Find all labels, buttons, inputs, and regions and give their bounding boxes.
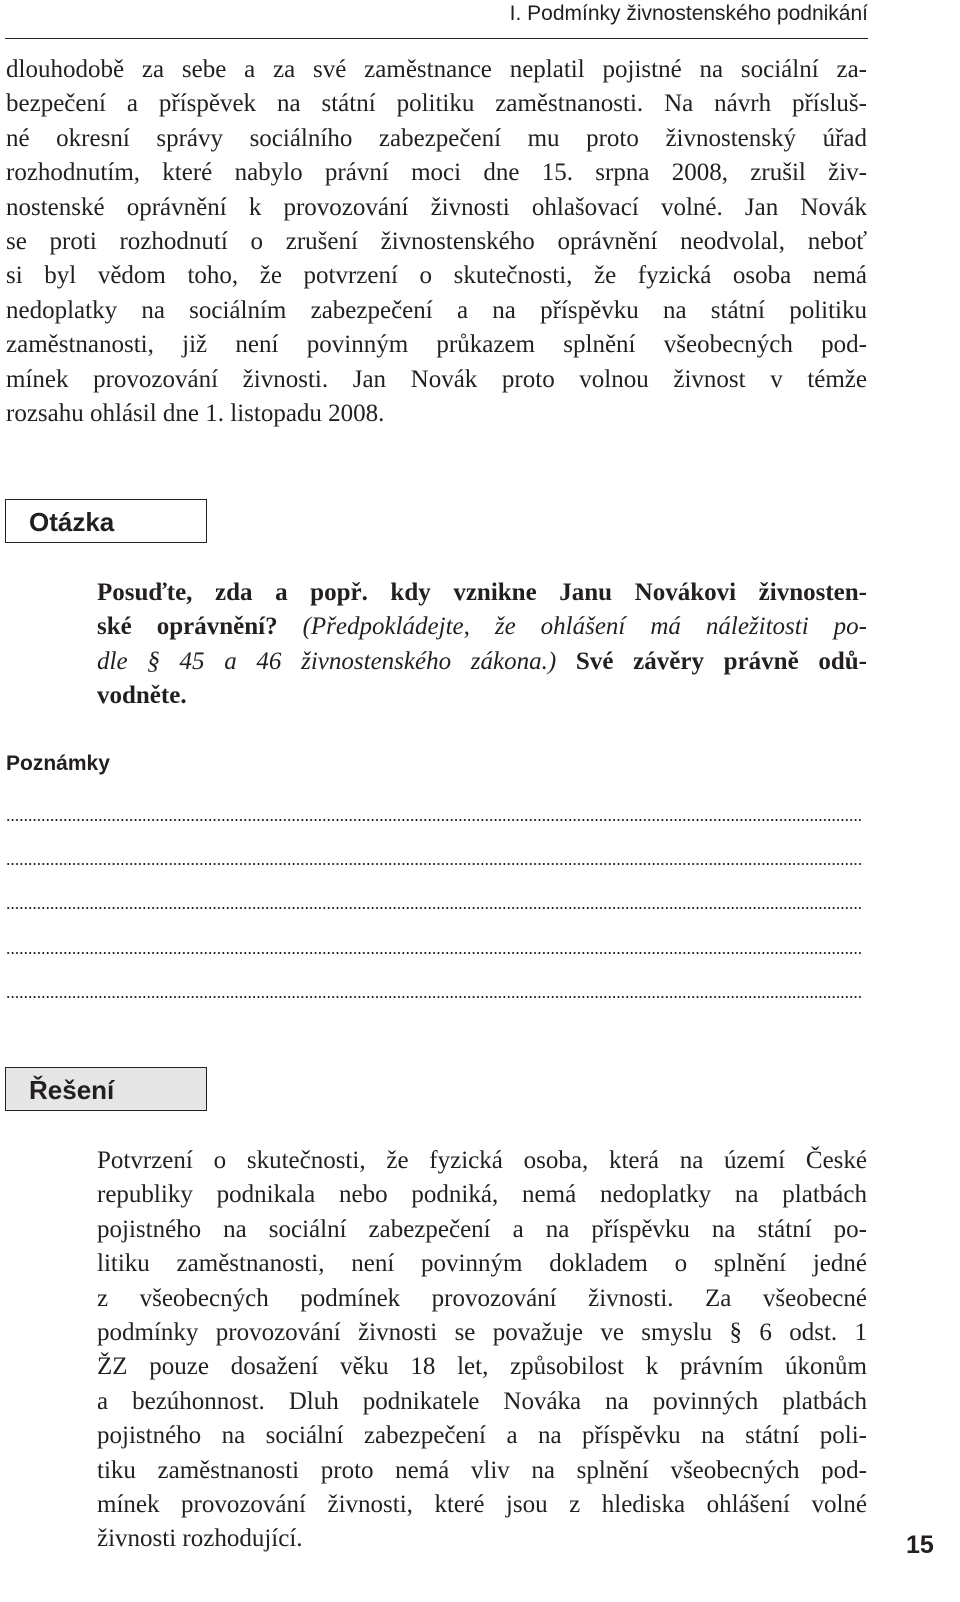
intro-line: nedoplatky na sociálním zabezpečení a na příspěvku na státní politiku — [6, 296, 867, 324]
intro-line: se proti rozhodnutí o zrušení živnostenského oprávnění neodvolal, neboť — [6, 228, 867, 256]
intro-paragraph — [6, 53, 867, 431]
solution-line: mínek provozování živnosti, které jsou z hlediska ohlášení volné — [97, 1491, 867, 1519]
question-line: Posuďte, zda a popř. kdy vznikne Janu Novákovi živnosten- — [97, 579, 867, 606]
notes-line[interactable] — [6, 952, 861, 954]
solution-line: z všeobecných podmínek provozování živnosti. Za všeobecné — [97, 1284, 867, 1312]
question-line — [97, 610, 867, 644]
question-line: vodněte. — [97, 682, 187, 710]
intro-line: né okresní správy sociálního zabezpečení mu proto živnostenský úřad — [6, 124, 867, 152]
solution-line: a bezúhonnost. Dluh podnikatele Nováka na povinných platbách — [97, 1387, 867, 1415]
solution-line: republiky podnikala nebo podniká, nemá nedoplatky na platbách — [97, 1181, 867, 1209]
intro-line: rozhodnutím, které nabylo právní moci dne 15. srpna 2008, zrušil živ- — [6, 159, 867, 187]
notes-line[interactable] — [6, 819, 861, 821]
solution-line: litiku zaměstnanosti, není povinným dokladem o splnění jedné — [97, 1250, 867, 1278]
question-text — [97, 576, 867, 714]
intro-line: dlouhodobě za sebe a za své zaměstnance neplatil pojistné na sociální za- — [6, 56, 867, 83]
solution-heading: Řešení — [5, 1067, 207, 1111]
question-bold-part: Své závěry právně odů- — [556, 647, 868, 675]
intro-line: bezpečení a příspěvek na státní politiku zaměstnanosti. Na návrh přísluš- — [6, 90, 867, 118]
notes-heading: Poznámky — [6, 752, 110, 775]
page-number: 15 — [906, 1531, 934, 1559]
running-header — [5, 0, 868, 39]
question-italic-part: (Předpokládejte, že ohlášení má náležitosti po- — [277, 613, 867, 641]
question-bold-part: ské oprávnění? — [97, 613, 278, 641]
notes-line[interactable] — [6, 907, 861, 909]
intro-line: si byl vědom toho, že potvrzení o skutečnosti, že fyzická osoba nemá — [6, 262, 867, 290]
solution-line: pojistného na sociální zabezpečení a na příspěvku na státní po- — [97, 1215, 867, 1243]
solution-line: Potvrzení o skutečnosti, že fyzická osoba, která na území České — [97, 1147, 867, 1174]
question-line — [97, 645, 867, 679]
question-italic-part: dle § 45 a 46 živnostenského zákona.) — [97, 647, 557, 675]
notes-line[interactable] — [6, 996, 861, 998]
intro-line: nostenské oprávnění k provozování živnosti ohlašovací volné. Jan Novák — [6, 193, 867, 221]
solution-line: ŽZ pouze dosažení věku 18 let, způsobilost k právním úkonům — [97, 1353, 867, 1381]
question-heading: Otázka — [5, 499, 207, 543]
notes-line[interactable] — [6, 863, 861, 865]
solution-line: pojistného na sociální zabezpečení a na příspěvku na státní poli- — [97, 1422, 867, 1450]
intro-line: mínek provozování živnosti. Jan Novák proto volnou živnost v témže — [6, 365, 867, 393]
intro-line: rozsahu ohlásil dne 1. listopadu 2008. — [6, 400, 385, 428]
solution-line: živnosti rozhodující. — [97, 1525, 303, 1553]
intro-line: zaměstnanosti, již není povinným průkazem splnění všeobecných pod- — [6, 331, 867, 359]
chapter-title: I. Podmínky živnostenského podnikání — [509, 2, 868, 25]
solution-paragraph — [97, 1144, 867, 1557]
solution-line: tiku zaměstnanosti proto nemá vliv na splnění všeobecných pod- — [97, 1456, 867, 1484]
solution-line: podmínky provozování živnosti se považuje ve smyslu § 6 odst. 1 — [97, 1319, 867, 1347]
